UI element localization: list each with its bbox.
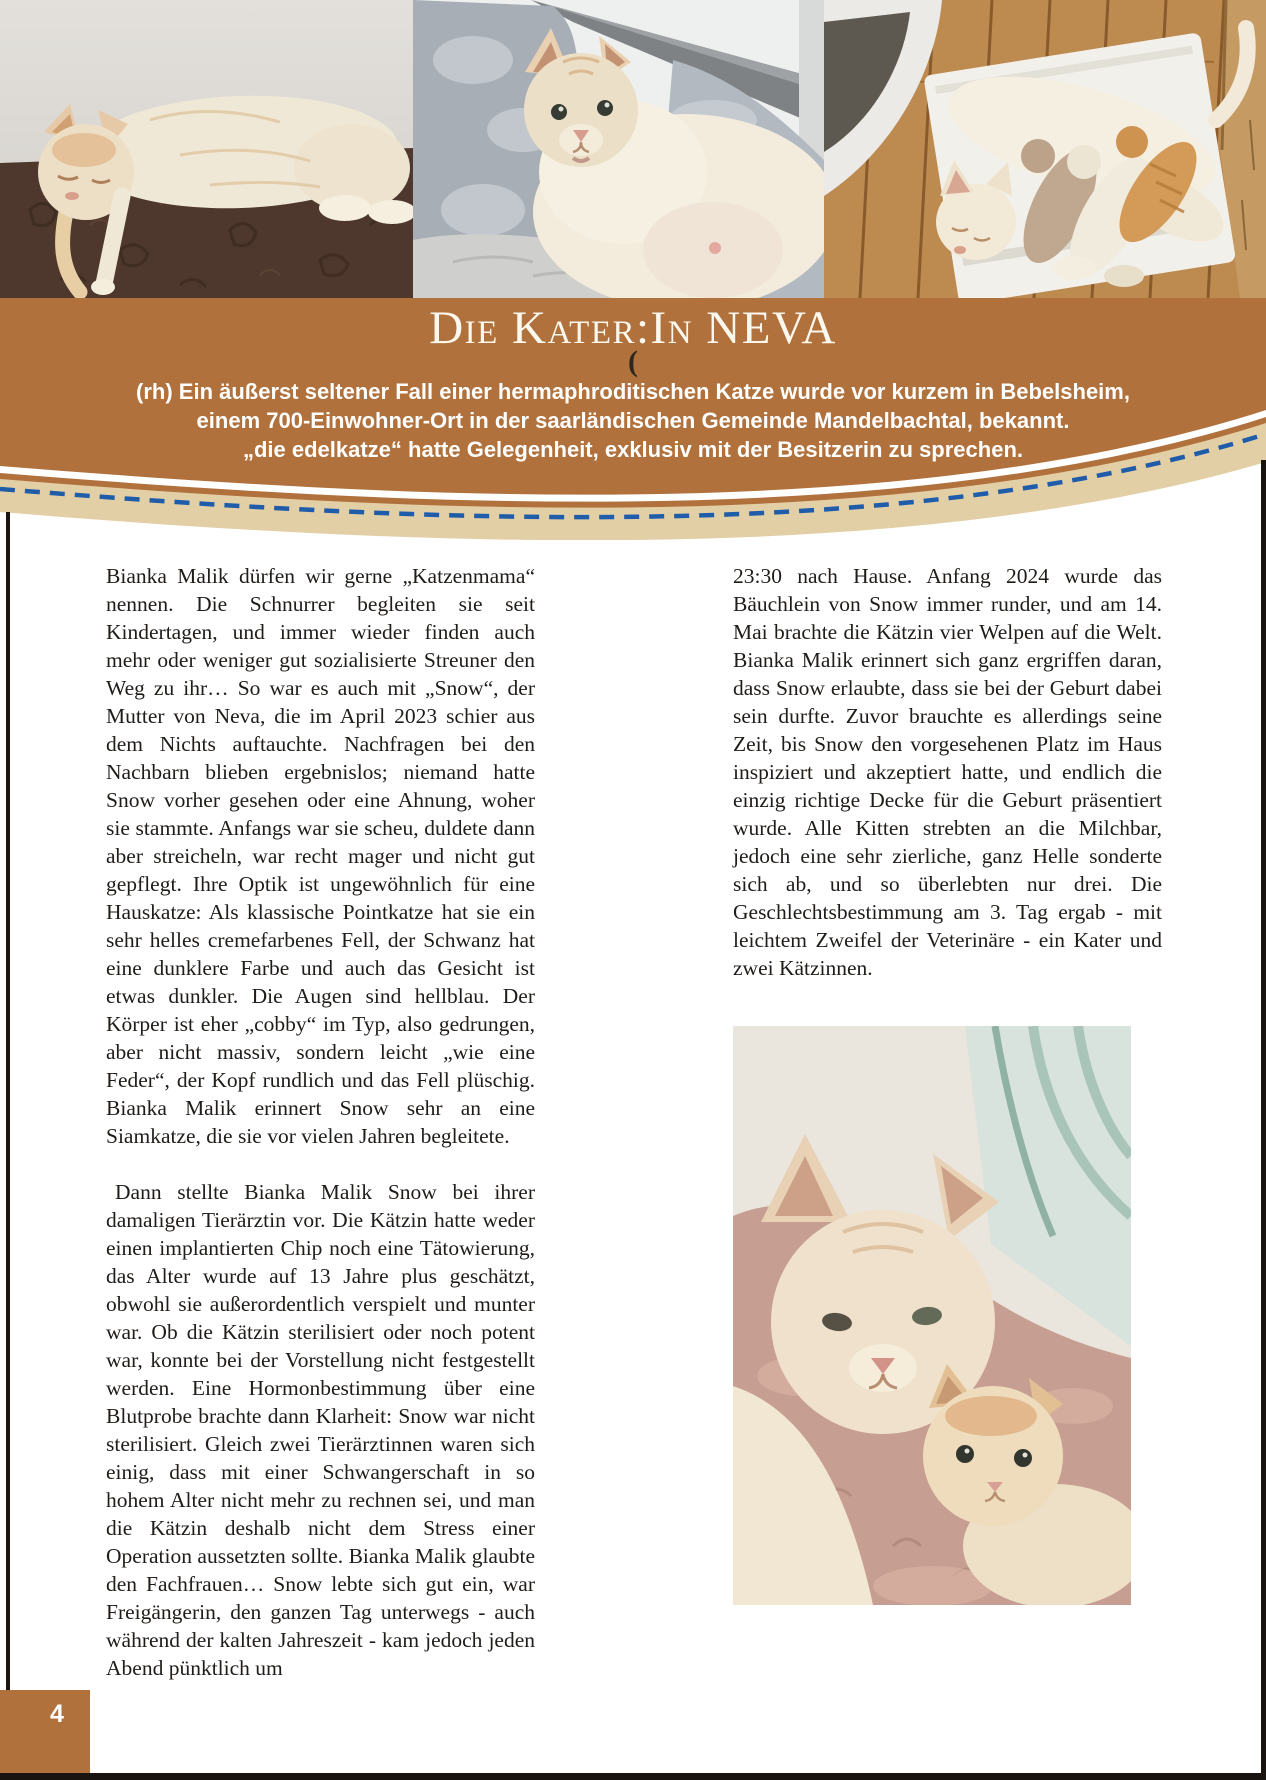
article-body (106, 562, 1162, 1682)
photo-mother-cat-nursing-kittens (824, 0, 1266, 298)
page-number-box (0, 1690, 90, 1773)
body-paragraph: Dann stellte Bianka Malik Snow bei ihrer damaligen Tierärztin vor. Die Kätzin hatte weder einen implantierten Chip noch eine Tätowierung, das Alter wurde auf 13 Jahre plus geschätzt, obwohl sie außerordentlich verspielt und munter war. Ob die Kätzin sterilisiert oder noch potent war, konnte bei der Vorstellung nicht festgestellt werden. Eine Hormonbestimmung über eine Blutprobe brachte dann Klarheit: Snow war nicht sterilisiert. Gleich zwei Tierärztinnen waren sich einig, dass mit einer Schwangerschaft in so hohem Alter nicht mehr zu rechnen sei, und man die Kätzin deshalb nicht dem Stress einer Operation aussetzten sollte. Bianka Malik glaubte den Fachfrauen… Snow lebte sich gut ein, war Freigängerin, den ganzen Tag unterwegs - auch während der kalten Jahreszeit - kam jedoch jeden Abend pünktlich um (106, 1180, 535, 1680)
photo-cat-sleeping-on-blanket (0, 0, 413, 298)
page-frame-right (1261, 460, 1266, 1773)
banner-content (0, 298, 1266, 464)
body-paragraph: Bianka Malik dürfen wir gerne „Katzenmama“ nennen. Die Schnurrer begleiten sie seit Kindertagen, und immer wieder finden auch mehr oder weniger gut sozialisierte Streuner den Weg zu ihr… So war es auch mit „Snow“, der Mutter von Neva, die im April 2023 schier aus dem Nichts auftauchte. Nachfragen bei den Nachbarn blieben ergebnislos; niemand hatte Snow vorher gesehen oder eine Ahnung, woher sie stammte. Anfangs war sie scheu, duldete dann aber streicheln, war recht mager und nicht gut gepflegt. Ihre Optik ist ungewöhnlich für eine Hauskatze: Als klassische Pointkatze hat sie ein sehr helles cremefarbenes Fell, der Schwanz hat eine dunklere Farbe und auch das Gesicht ist etwas dunkler. Die Augen sind hellblau. Der Körper ist eher „cobby“ im Typ, also gedrungen, aber nicht massiv, sondern leicht „wie eine Feder“, der Kopf rundlich und das Fell plüschig. Bianka Malik erinnert Snow sehr an eine Siamkatze, die sie vor vielen Jahren begleitete. (106, 564, 535, 1148)
right-column (733, 562, 1162, 1682)
intro-line: „die edelkatze“ hatte Gelegenheit, exklusiv mit der Besitzerin zu sprechen. (242, 437, 1024, 463)
photo-strip (0, 0, 1266, 298)
article-intro (0, 377, 1266, 464)
page-number: 4 (50, 1700, 64, 1728)
photo-cat-closeup-illustration (413, 0, 824, 298)
photo-nursing-illustration (824, 0, 1266, 298)
left-column (106, 562, 535, 1682)
photo-cat-closeup-belly (413, 0, 824, 298)
page-frame-bottom (0, 1773, 1266, 1780)
title-ornament: ( (628, 345, 638, 379)
page-title: Die Kater:In NEVA (429, 302, 837, 354)
photo-cat-kitten-illustration (733, 1026, 1131, 1605)
photo-cat-and-kitten-on-pink-blanket (733, 1026, 1131, 1605)
intro-line: einem 700-Einwohner-Ort in der saarländischen Gemeinde Mandelbachtal, bekannt. (196, 408, 1070, 434)
body-paragraph: 23:30 nach Hause. Anfang 2024 wurde das Bäuchlein von Snow immer runder, und am 14. Mai brachte die Kätzin vier Welpen auf die Welt. Bianka Malik erinnert sich ganz ergriffen daran, dass Snow erlaubte, dass sie bei der Geburt dabei sein durfte. Zuvor brauchte es allerdings seine Zeit, bis Snow den vorgesehenen Platz im Haus inspiziert und akzeptiert hatte, und endlich die einzig richtige Decke für die Geburt präsentiert wurde. Alle Kitten strebten an die Milchbar, jedoch eine sehr zierliche, ganz Helle sonderte sich ab, und so überlebten nur drei. Die Geschlechtsbestimmung am 3. Tag ergab - mit leichtem Zweifel der Veterinäre - ein Kater und zwei Kätzinnen. (733, 564, 1162, 980)
intro-line: (rh) Ein äußerst seltener Fall einer hermaphroditischen Katze wurde vor kurzem in Bebelsheim, (136, 379, 1130, 405)
photo-cat-sleeping-illustration (0, 0, 413, 298)
page-frame-left (6, 512, 10, 1773)
title-banner (0, 298, 1266, 540)
